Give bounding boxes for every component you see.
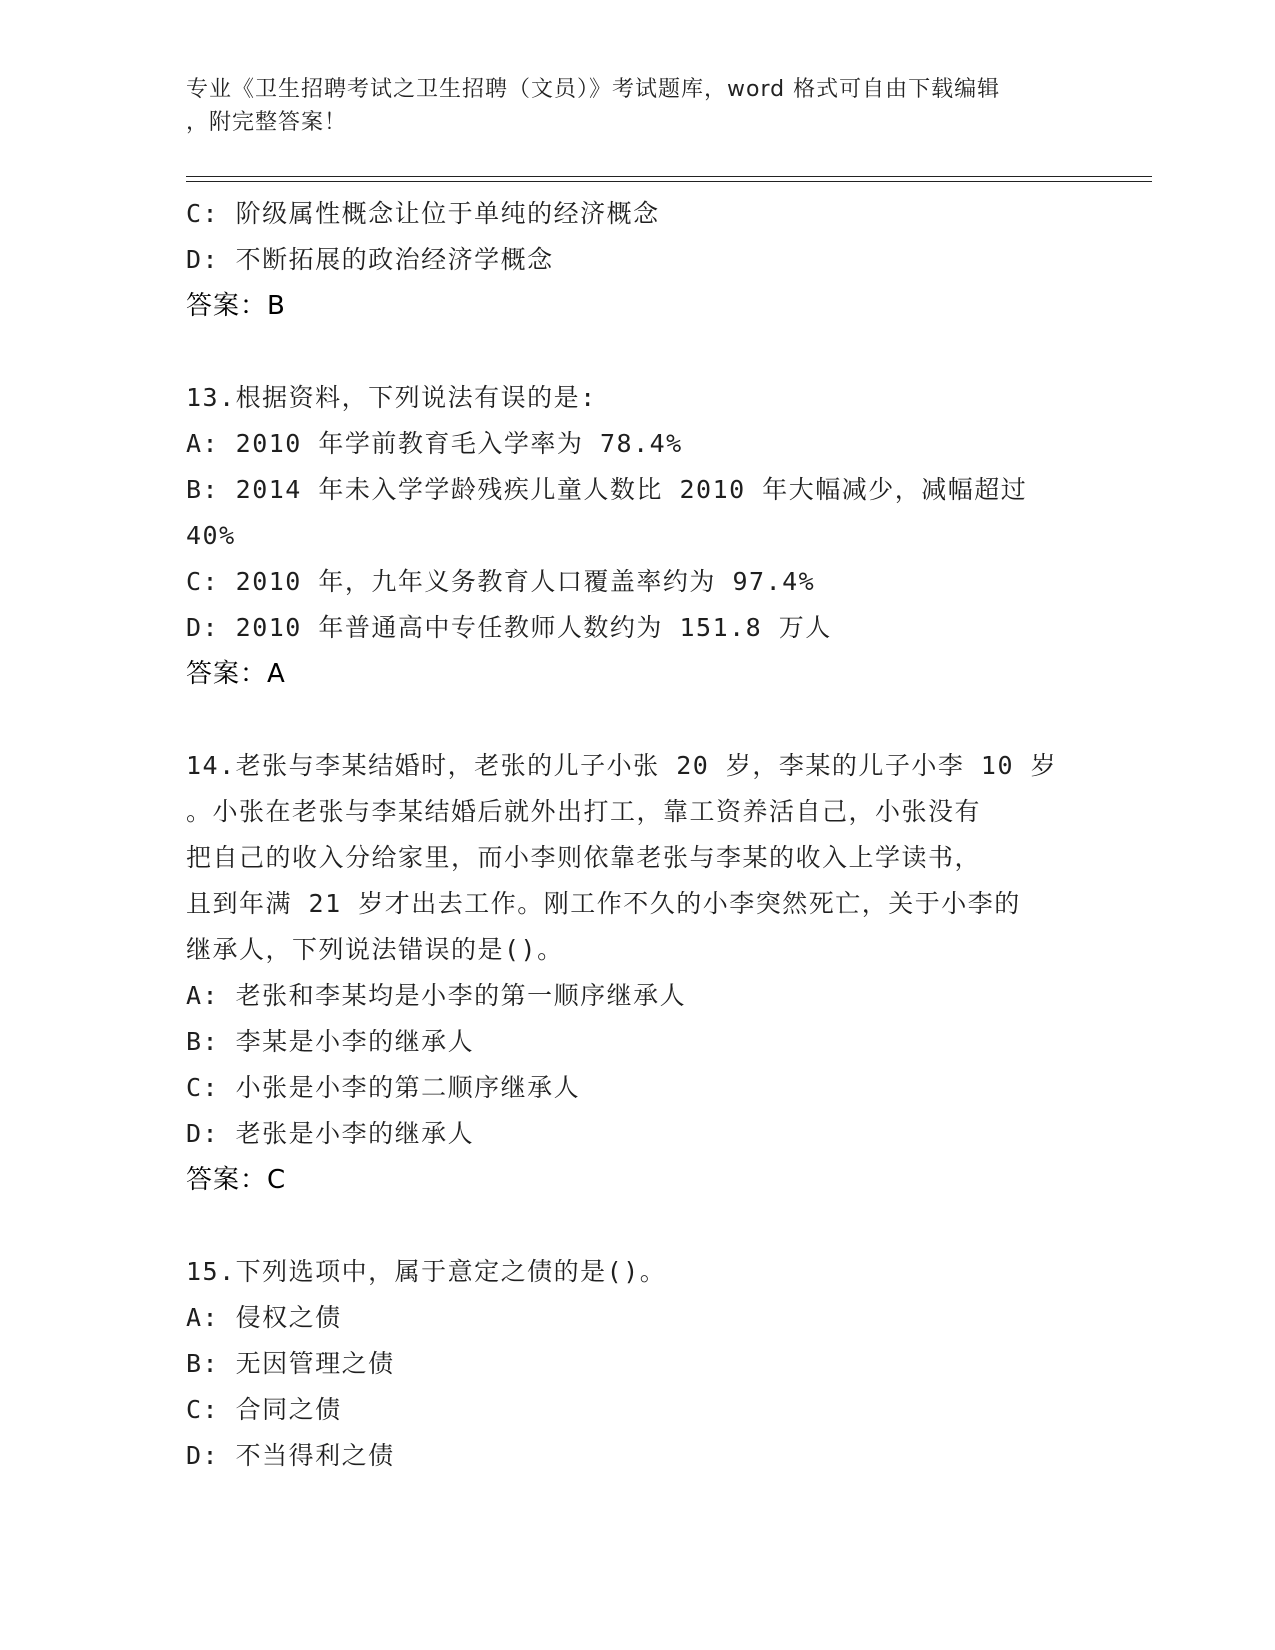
option-c: C: 合同之债	[186, 1395, 342, 1424]
option-a: A: 2010 年学前教育毛入学率为 78.4%	[186, 429, 683, 458]
header-divider-bottom	[186, 181, 1152, 182]
question-title-line: 。小张在老张与李某结婚后就外出打工，靠工资养活自己，小张没有	[186, 797, 982, 826]
option-d: D: 不当得利之债	[186, 1441, 395, 1470]
question-14-block	[186, 743, 1126, 1203]
header-line-1: 专业《卫生招聘考试之卫生招聘（文员）》考试题库，word 格式可自由下载编辑	[186, 77, 1001, 102]
option-c: C: 小张是小李的第二顺序继承人	[186, 1073, 581, 1102]
answer-line: 答案：A	[186, 659, 286, 689]
answer-line: 答案：B	[186, 291, 286, 321]
question-title-line: 继承人，下列说法错误的是()。	[186, 935, 564, 964]
question-15-block	[186, 1249, 1126, 1479]
header-divider-top	[186, 176, 1152, 177]
answer-line: 答案：C	[186, 1165, 287, 1195]
option-d: D: 不断拓展的政治经济学概念	[186, 245, 554, 274]
option-d: D: 2010 年普通高中专任教师人数约为 151.8 万人	[186, 613, 832, 642]
header-line-2: ，附完整答案！	[186, 110, 348, 135]
question-title: 15.下列选项中，属于意定之债的是()。	[186, 1257, 667, 1286]
question-title-line: 且到年满 21 岁才出去工作。刚工作不久的小李突然死亡，关于小李的	[186, 889, 1021, 918]
question-title-line: 把自己的收入分给家里，而小李则依靠老张与李某的收入上学读书，	[186, 843, 982, 872]
option-b: B: 2014 年未入学学龄残疾儿童人数比 2010 年大幅减少，减幅超过	[186, 475, 1028, 504]
previous-question-block	[186, 191, 1126, 329]
question-content	[186, 191, 1126, 1479]
option-b-continued: 40%	[186, 521, 236, 550]
question-title: 13.根据资料，下列说法有误的是:	[186, 383, 597, 412]
option-b: B: 无因管理之债	[186, 1349, 395, 1378]
option-c: C: 阶级属性概念让位于单纯的经济概念	[186, 199, 660, 228]
question-title-line: 14.老张与李某结婚时，老张的儿子小张 20 岁，李某的儿子小李 10 岁	[186, 751, 1058, 780]
option-b: B: 李某是小李的继承人	[186, 1027, 475, 1056]
option-c: C: 2010 年，九年义务教育人口覆盖率约为 97.4%	[186, 567, 816, 596]
document-header	[186, 73, 1086, 139]
option-a: A: 侵权之债	[186, 1303, 342, 1332]
question-13-block	[186, 375, 1126, 697]
option-a: A: 老张和李某均是小李的第一顺序继承人	[186, 981, 687, 1010]
option-d: D: 老张是小李的继承人	[186, 1119, 475, 1148]
